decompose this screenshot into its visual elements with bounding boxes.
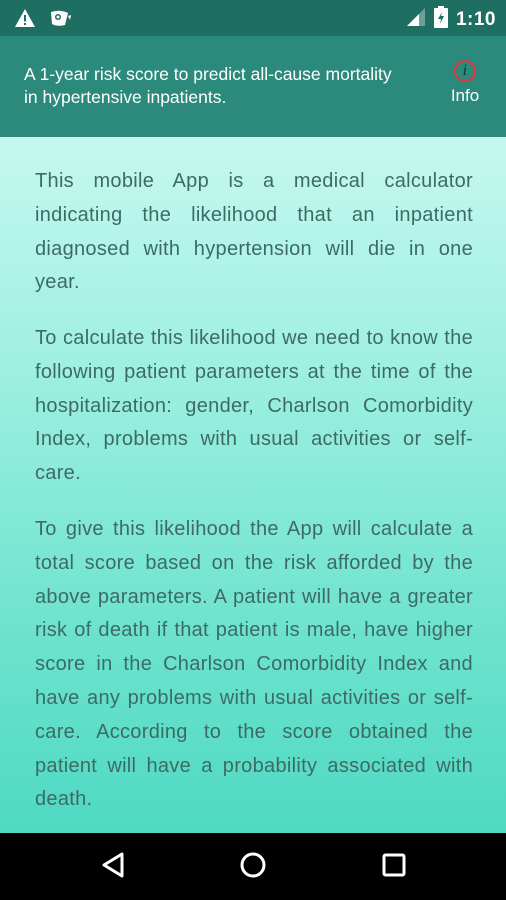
notification-icon [48, 7, 72, 34]
back-icon [100, 851, 126, 884]
warning-icon [14, 8, 36, 33]
battery-icon [434, 6, 448, 33]
recents-icon [381, 852, 407, 883]
navigation-bar [0, 833, 506, 900]
status-left-icons [14, 7, 72, 34]
status-time: 1:10 [455, 8, 496, 30]
signal-icon [406, 7, 426, 32]
info-button[interactable] [440, 60, 490, 116]
app-bar [0, 36, 506, 137]
description-paragraph-2: To calculate this likelihood we need to know the following patient parameters at the time of the hospitalization: gender, Charlson Comorbidity Index, problems with usual activities or self-care. [35, 327, 473, 485]
info-icon-glyph: i [462, 63, 468, 79]
home-button[interactable] [235, 849, 271, 885]
description-paragraph-1: This mobile App is a medical calculator indicating the likelihood that an inpatient diagnosed with hypertension will die in one year. [35, 170, 473, 294]
status-bar [0, 0, 506, 36]
description-content [0, 137, 506, 833]
recents-button[interactable] [376, 849, 412, 885]
home-icon [239, 851, 267, 884]
status-right-icons [406, 6, 496, 33]
page-title: A 1-year risk score to predict all-cause mortality in hypertensive inpatients. [24, 64, 392, 107]
info-button-label: Info [450, 86, 480, 105]
description-paragraph-3: To give this likelihood the App will calculate a total score based on the risk afforded by the above parameters. A patient will have a greater risk of death if that patient is male, have higher score in the Charlson Comorbidity Index and have any problems with usual activities or self-care. According to the score obtained the patient will have a probability associated with death. [35, 518, 473, 811]
info-icon [454, 60, 476, 82]
back-button[interactable] [95, 849, 131, 885]
